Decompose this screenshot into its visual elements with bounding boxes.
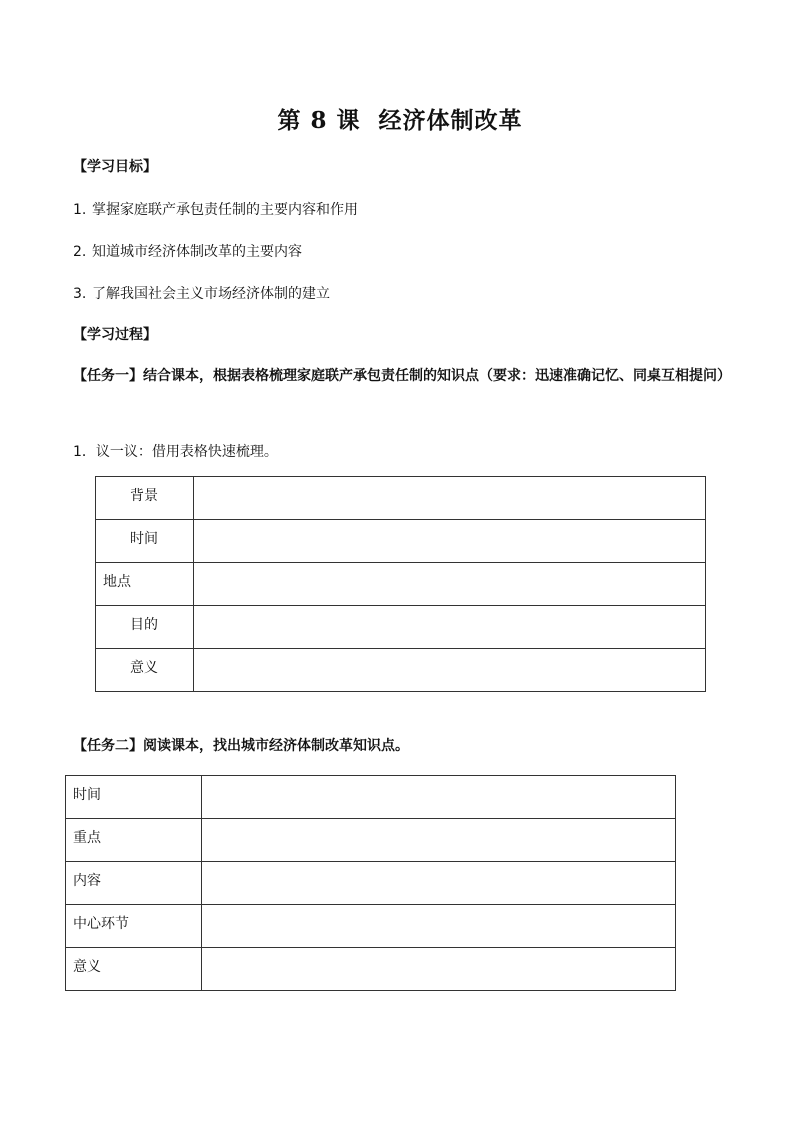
table-row <box>96 606 706 649</box>
objective-text: 知道城市经济体制改革的主要内容 <box>92 244 302 260</box>
table-row <box>66 776 676 819</box>
objective-number: 3. <box>73 286 87 302</box>
row-label: 背景 <box>96 477 194 520</box>
row-label: 重点 <box>66 819 202 862</box>
table-row <box>96 649 706 692</box>
row-label: 时间 <box>96 520 194 563</box>
table-row <box>96 477 706 520</box>
table-row <box>66 819 676 862</box>
row-label: 意义 <box>96 649 194 692</box>
objective-item-1 <box>73 199 358 219</box>
answer-field-purpose[interactable] <box>194 606 706 649</box>
objective-number: 2. <box>73 244 87 260</box>
row-label: 时间 <box>66 776 202 819</box>
answer-field-background[interactable] <box>194 477 706 520</box>
answer-field-central-link[interactable] <box>202 905 676 948</box>
row-label: 意义 <box>66 948 202 991</box>
objective-number: 1. <box>73 202 87 218</box>
objectives-heading: 【学习目标】 <box>73 159 157 175</box>
row-label: 内容 <box>66 862 202 905</box>
table-row <box>66 862 676 905</box>
answer-field-place[interactable] <box>194 563 706 606</box>
answer-field-time[interactable] <box>194 520 706 563</box>
process-heading: 【学习过程】 <box>73 327 157 343</box>
task2-description: 【任务二】阅读课本，找出城市经济体制改革知识点。 <box>73 738 409 754</box>
task2-table <box>65 775 676 991</box>
answer-field-significance[interactable] <box>202 948 676 991</box>
answer-field-time[interactable] <box>202 776 676 819</box>
row-label: 地点 <box>96 563 194 606</box>
table-row <box>66 905 676 948</box>
table-row <box>66 948 676 991</box>
answer-field-focus[interactable] <box>202 819 676 862</box>
objective-item-2 <box>73 241 302 261</box>
objective-text: 掌握家庭联产承包责任制的主要内容和作用 <box>92 202 358 218</box>
answer-field-significance[interactable] <box>194 649 706 692</box>
answer-field-content[interactable] <box>202 862 676 905</box>
table-row <box>96 520 706 563</box>
row-label: 中心环节 <box>66 905 202 948</box>
objective-item-3 <box>73 283 330 303</box>
task1-table <box>95 476 706 692</box>
page-title <box>0 102 800 135</box>
row-label: 目的 <box>96 606 194 649</box>
lesson-topic: 经济体制改革 <box>378 107 523 134</box>
task1-description: 【任务一】结合课本，根据表格梳理家庭联产承包责任制的知识点（要求：迅速准确记忆、同桌互相提问） <box>73 368 731 384</box>
task1-instruction: 1．议一议：借用表格快速梳理。 <box>73 444 278 460</box>
table-row <box>96 563 706 606</box>
lesson-number: 第 8 课 <box>277 107 361 134</box>
objective-text: 了解我国社会主义市场经济体制的建立 <box>92 286 330 302</box>
